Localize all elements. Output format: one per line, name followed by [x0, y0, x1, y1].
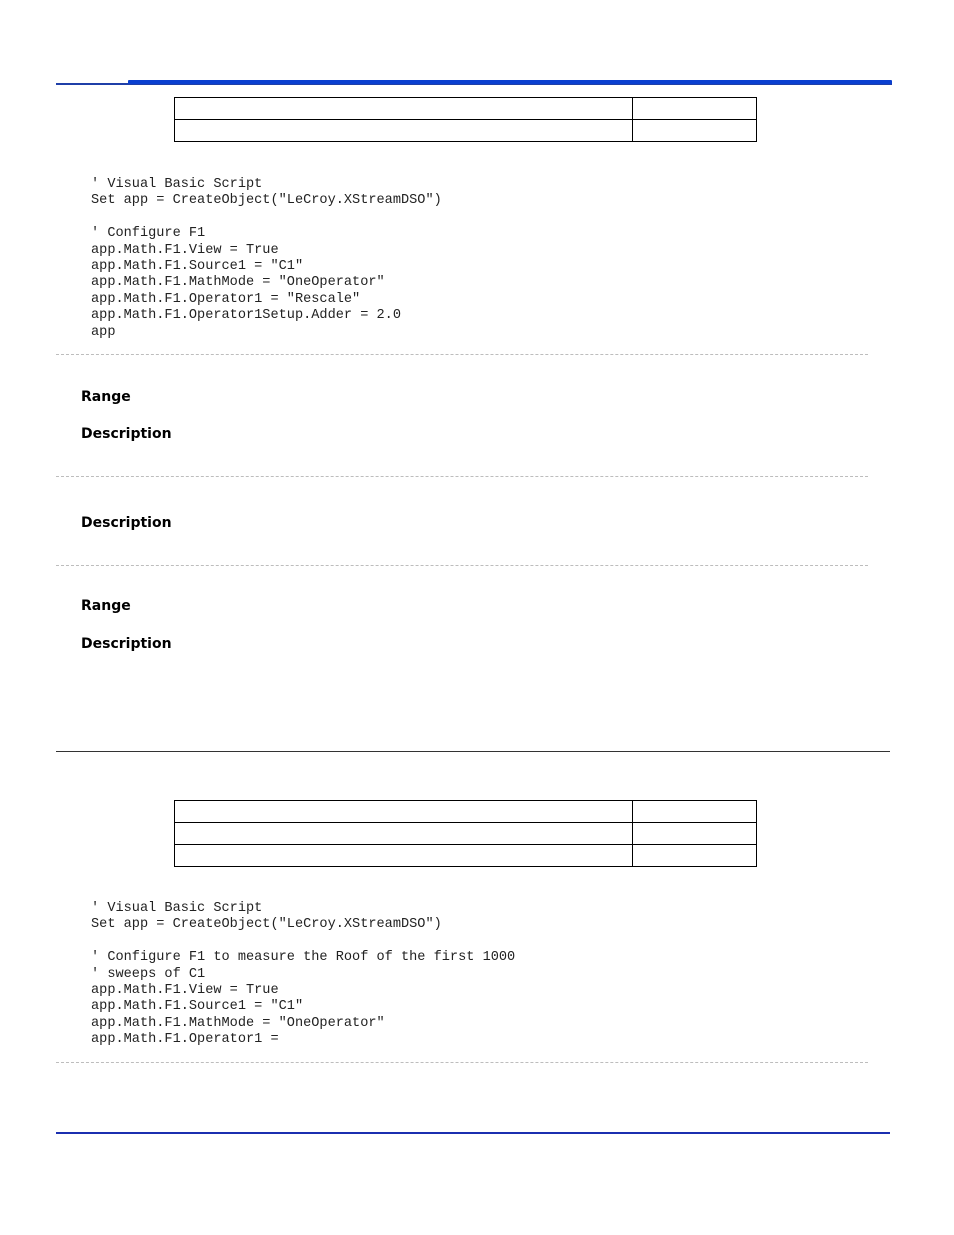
header-rule: [56, 80, 892, 86]
table-row: [175, 801, 757, 823]
section-separator: [56, 354, 868, 355]
footer-rule: [56, 1132, 890, 1134]
range-label: Range: [81, 389, 131, 405]
properties-table-2: [174, 800, 757, 867]
section-separator: [56, 565, 868, 566]
range-label: Range: [81, 598, 131, 614]
table-row: [175, 823, 757, 845]
code-example-1: ' Visual Basic Script Set app = CreateObject("LeCroy.XStreamDSO") ' Configure F1 app.Math.F1.View = True app.Math.F1.Source1 = "C1" app.Math.F1.MathMode = "OneOperator" app.Math.F1.Operator1 = "Rescale" app.Math.F1.Operator1Setup.Adder = 2.0 app: [91, 177, 442, 340]
table-row: [175, 98, 757, 120]
table-row: [175, 845, 757, 867]
description-label: Description: [81, 515, 172, 531]
section-divider: [56, 751, 890, 752]
description-label: Description: [81, 636, 172, 652]
code-example-2: ' Visual Basic Script Set app = CreateObject("LeCroy.XStreamDSO") ' Configure F1 to measure the Roof of the first 1000 ' sweeps of C1 app.Math.F1.View = True app.Math.F1.Source1 = "C1" app.Math.F1.MathMode = "OneOperator" app.Math.F1.Operator1 =: [91, 901, 516, 1048]
properties-table-1: [174, 97, 757, 142]
section-separator: [56, 1062, 868, 1063]
table-row: [175, 120, 757, 142]
section-separator: [56, 476, 868, 477]
description-label: Description: [81, 426, 172, 442]
